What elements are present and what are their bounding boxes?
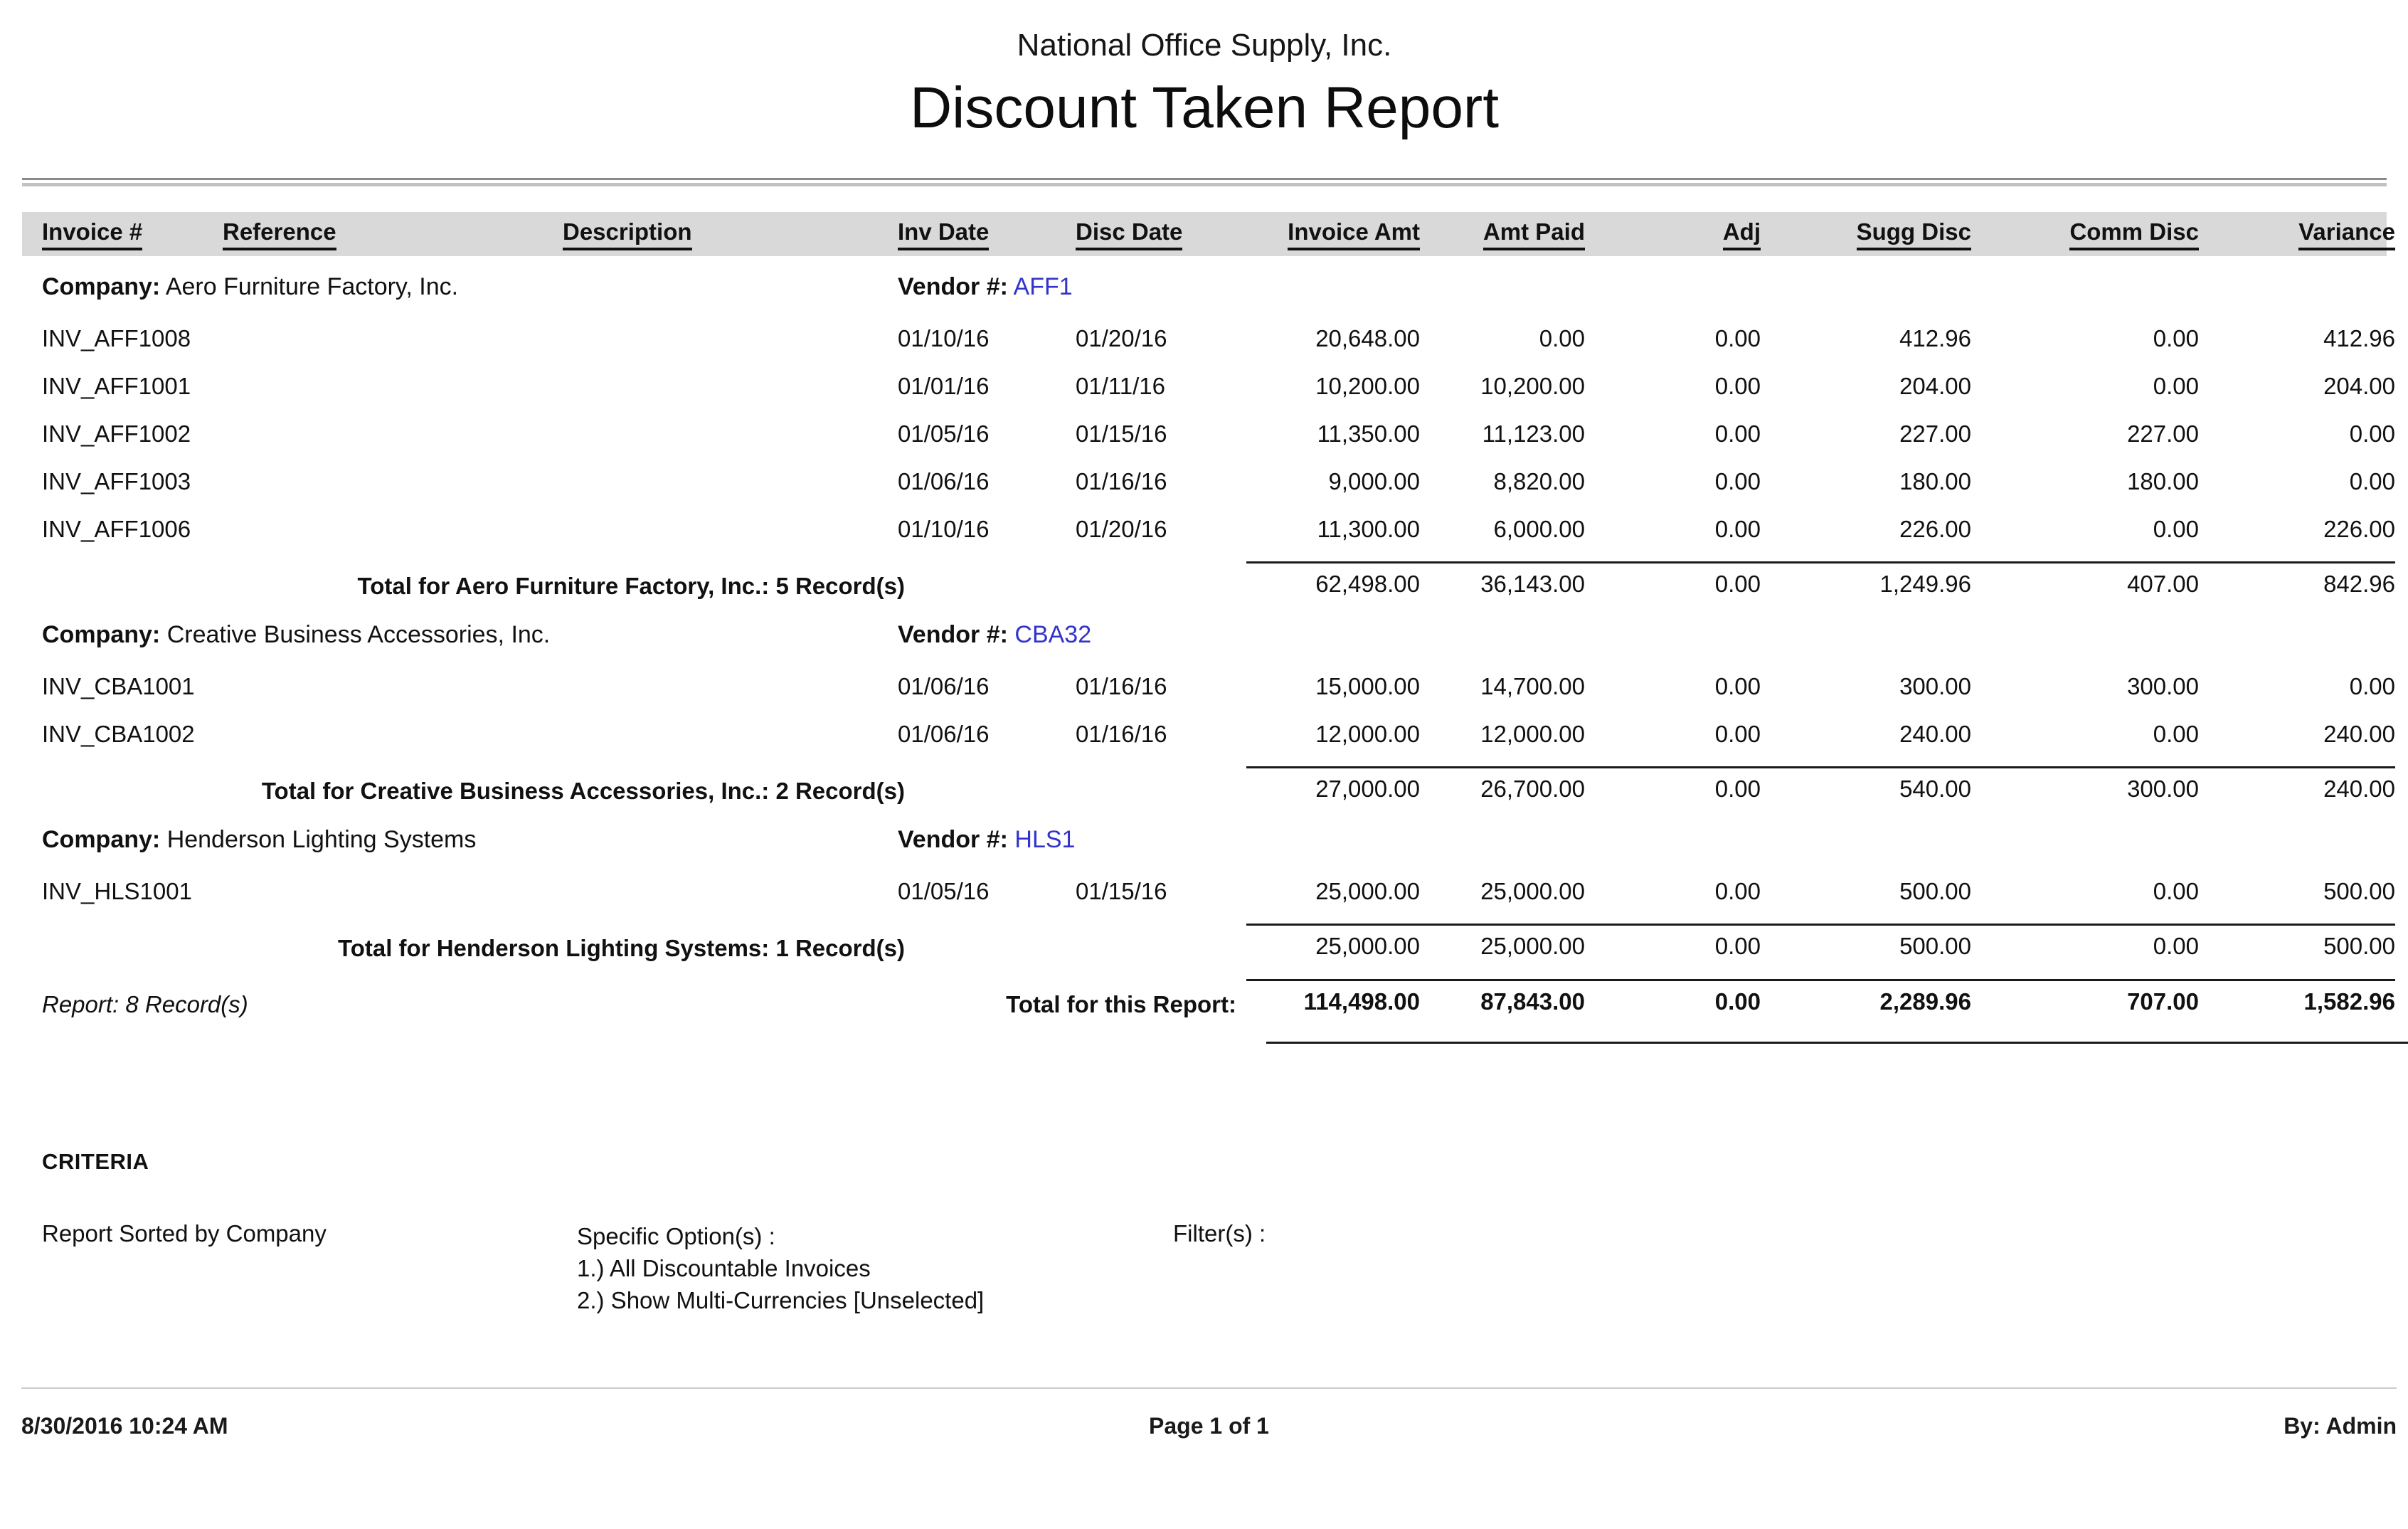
- variance-cell: 204.00: [2323, 372, 2395, 399]
- group-total-label: Total for Creative Business Accessories, Inc.: 2 Record(s): [261, 778, 905, 804]
- comm-disc-cell: 300.00: [2127, 672, 2199, 699]
- discount-taken-report: [22, 0, 2395, 1316]
- company-value: Henderson Lighting Systems: [166, 825, 477, 853]
- vendor-label: Vendor #:: [898, 620, 1008, 648]
- criteria-options: [577, 1220, 1173, 1316]
- invoice-amt-cell: 25,000.00: [1315, 877, 1420, 904]
- amt-paid-cell: 8,820.00: [1493, 467, 1585, 494]
- criteria-sort: Report Sorted by Company: [42, 1220, 327, 1247]
- vendor-link[interactable]: AFF1: [1013, 273, 1073, 300]
- total-comm-disc: 0.00: [1971, 924, 2199, 966]
- invoice-amt-cell: 20,648.00: [1315, 324, 1420, 351]
- invoice-number: INV_AFF1008: [42, 324, 191, 351]
- footer-page-number: Page 1 of 1: [1149, 1413, 1269, 1439]
- group-total-row: [22, 924, 2395, 966]
- table-row[interactable]: [22, 457, 2395, 505]
- invoice-rows-group-1: [22, 314, 2395, 553]
- vendor-number: [898, 621, 2395, 649]
- company-title: National Office Supply, Inc.: [1017, 28, 1392, 63]
- adj-cell: 0.00: [1714, 515, 1761, 542]
- comm-disc-cell: 0.00: [2153, 515, 2199, 542]
- vendor-label: Vendor #:: [898, 825, 1008, 853]
- column-header-sugg-disc[interactable]: Sugg Disc: [1761, 218, 1971, 250]
- variance-cell: 500.00: [2323, 877, 2395, 904]
- sugg-disc-cell: 500.00: [1899, 877, 1971, 904]
- disc-date-cell: 01/20/16: [1076, 515, 1167, 542]
- table-row[interactable]: [22, 410, 2395, 457]
- variance-cell: 412.96: [2323, 324, 2395, 351]
- group-total-label: Total for Henderson Lighting Systems: 1 Record(s): [338, 935, 905, 961]
- variance-cell: 0.00: [2349, 672, 2395, 699]
- comm-disc-cell: 227.00: [2127, 420, 2199, 447]
- vendor-number: [898, 273, 2395, 301]
- total-amt-paid: 36,143.00: [1420, 561, 1585, 604]
- title-divider: [22, 178, 2387, 186]
- invoice-rows-group-3: [22, 867, 2395, 915]
- company-name: [42, 273, 898, 301]
- company-label: Company:: [42, 620, 161, 648]
- column-header-inv-date[interactable]: Inv Date: [898, 218, 1076, 250]
- criteria-heading: CRITERIA: [42, 1149, 149, 1174]
- total-variance: 240.00: [2199, 766, 2395, 809]
- inv-date-cell: 01/06/16: [898, 720, 990, 747]
- invoice-number: INV_AFF1001: [42, 372, 191, 399]
- company-group-header: [22, 266, 2387, 307]
- invoice-number: INV_AFF1003: [42, 467, 191, 494]
- total-comm-disc: 300.00: [1971, 766, 2199, 809]
- report-total-sugg-disc: 2,289.96: [1761, 979, 1971, 1023]
- amt-paid-cell: 25,000.00: [1480, 877, 1585, 904]
- invoice-number: INV_CBA1001: [42, 672, 195, 699]
- invoice-number: INV_AFF1002: [42, 420, 191, 447]
- vendor-link[interactable]: CBA32: [1014, 620, 1092, 648]
- invoice-number: INV_CBA1002: [42, 720, 195, 747]
- inv-date-cell: 01/06/16: [898, 672, 990, 699]
- column-header-adj[interactable]: Adj: [1585, 218, 1761, 250]
- variance-cell: 226.00: [2323, 515, 2395, 542]
- column-header-description[interactable]: Description: [563, 218, 898, 250]
- options-label: Specific Option(s) :: [577, 1223, 775, 1249]
- adj-cell: 0.00: [1714, 420, 1761, 447]
- column-header-disc-date[interactable]: Disc Date: [1076, 218, 1246, 250]
- disc-date-cell: 01/16/16: [1076, 720, 1167, 747]
- criteria-details: [42, 1220, 2387, 1316]
- sugg-disc-cell: 300.00: [1899, 672, 1971, 699]
- column-header-reference[interactable]: Reference: [223, 218, 563, 250]
- company-group-header: [22, 819, 2387, 860]
- column-header-invoice-amt[interactable]: Invoice Amt: [1246, 218, 1420, 250]
- vendor-number: [898, 826, 2395, 854]
- page-footer: [21, 1387, 2397, 1439]
- group-total-row: [22, 766, 2395, 809]
- company-name: [42, 826, 898, 854]
- column-header-variance[interactable]: Variance: [2199, 218, 2395, 250]
- report-record-count: Report: 8 Record(s): [42, 991, 248, 1017]
- inv-date-cell: 01/06/16: [898, 467, 990, 494]
- total-adj: 0.00: [1585, 924, 1761, 966]
- column-header-amt-paid[interactable]: Amt Paid: [1420, 218, 1585, 250]
- total-invoice-amt: 27,000.00: [1246, 766, 1420, 809]
- comm-disc-cell: 0.00: [2153, 372, 2199, 399]
- total-variance: 500.00: [2199, 924, 2395, 966]
- disc-date-cell: 01/15/16: [1076, 877, 1167, 904]
- invoice-amt-cell: 10,200.00: [1315, 372, 1420, 399]
- sugg-disc-cell: 240.00: [1899, 720, 1971, 747]
- inv-date-cell: 01/10/16: [898, 324, 990, 351]
- total-sugg-disc: 500.00: [1761, 924, 1971, 966]
- company-name: [42, 621, 898, 649]
- adj-cell: 0.00: [1714, 467, 1761, 494]
- inv-date-cell: 01/01/16: [898, 372, 990, 399]
- report-total-comm-disc: 707.00: [1971, 979, 2199, 1023]
- invoice-rows-group-2: [22, 662, 2395, 758]
- table-row[interactable]: [22, 710, 2395, 758]
- adj-cell: 0.00: [1714, 324, 1761, 351]
- total-variance: 842.96: [2199, 561, 2395, 604]
- option-item: 1.) All Discountable Invoices: [577, 1255, 871, 1281]
- total-invoice-amt: 25,000.00: [1246, 924, 1420, 966]
- amt-paid-cell: 10,200.00: [1480, 372, 1585, 399]
- invoice-amt-cell: 11,300.00: [1317, 515, 1420, 542]
- sugg-disc-cell: 180.00: [1899, 467, 1971, 494]
- report-title: Discount Taken Report: [909, 75, 1500, 140]
- company-group-header: [22, 614, 2387, 655]
- invoice-number: INV_AFF1006: [42, 515, 191, 542]
- sugg-disc-cell: 227.00: [1899, 420, 1971, 447]
- filters-label: Filter(s) :: [1173, 1220, 1266, 1247]
- footer-datetime: 8/30/2016 10:24 AM: [21, 1413, 228, 1439]
- sugg-disc-cell: 412.96: [1899, 324, 1971, 351]
- table-row[interactable]: [22, 314, 2395, 362]
- option-item: 2.) Show Multi-Currencies [Unselected]: [577, 1287, 985, 1313]
- comm-disc-cell: 0.00: [2153, 720, 2199, 747]
- disc-date-cell: 01/16/16: [1076, 672, 1167, 699]
- report-total-variance: 1,582.96: [2199, 979, 2395, 1023]
- table-row[interactable]: [22, 662, 2395, 710]
- table-row[interactable]: [22, 505, 2395, 553]
- sugg-disc-cell: 226.00: [1899, 515, 1971, 542]
- invoice-amt-cell: 11,350.00: [1317, 420, 1420, 447]
- disc-date-cell: 01/11/16: [1076, 372, 1166, 399]
- adj-cell: 0.00: [1714, 372, 1761, 399]
- report-header: [22, 0, 2387, 147]
- total-invoice-amt: 62,498.00: [1246, 561, 1420, 604]
- amt-paid-cell: 12,000.00: [1480, 720, 1585, 747]
- amt-paid-cell: 0.00: [1539, 324, 1585, 351]
- comm-disc-cell: 0.00: [2153, 877, 2199, 904]
- company-label: Company:: [42, 825, 161, 853]
- total-comm-disc: 407.00: [1971, 561, 2199, 604]
- report-total-invoice-amt: 114,498.00: [1246, 979, 1420, 1023]
- adj-cell: 0.00: [1714, 877, 1761, 904]
- total-amt-paid: 25,000.00: [1420, 924, 1585, 966]
- inv-date-cell: 01/05/16: [898, 877, 990, 904]
- amt-paid-cell: 6,000.00: [1493, 515, 1585, 542]
- variance-cell: 0.00: [2349, 420, 2395, 447]
- invoice-amt-cell: 9,000.00: [1328, 467, 1420, 494]
- criteria-section: [22, 1149, 2387, 1316]
- disc-date-cell: 01/20/16: [1076, 324, 1167, 351]
- vendor-label: Vendor #:: [898, 273, 1008, 300]
- sugg-disc-cell: 204.00: [1899, 372, 1971, 399]
- amt-paid-cell: 11,123.00: [1482, 420, 1585, 447]
- disc-date-cell: 01/16/16: [1076, 467, 1167, 494]
- company-value: Creative Business Accessories, Inc.: [166, 620, 551, 648]
- report-total-label: Total for this Report:: [1006, 991, 1236, 1017]
- inv-date-cell: 01/10/16: [898, 515, 990, 542]
- total-adj: 0.00: [1585, 561, 1761, 604]
- adj-cell: 0.00: [1714, 672, 1761, 699]
- column-header-invoice[interactable]: Invoice #: [42, 218, 223, 250]
- table-header-row: [22, 212, 2395, 256]
- comm-disc-cell: 0.00: [2153, 324, 2199, 351]
- report-total-amt-paid: 87,843.00: [1420, 979, 1585, 1023]
- invoice-amt-cell: 12,000.00: [1315, 720, 1420, 747]
- adj-cell: 0.00: [1714, 720, 1761, 747]
- invoice-number: INV_HLS1001: [42, 877, 192, 904]
- amt-paid-cell: 14,700.00: [1480, 672, 1585, 699]
- total-sugg-disc: 1,249.96: [1761, 561, 1971, 604]
- disc-date-cell: 01/15/16: [1076, 420, 1167, 447]
- vendor-link[interactable]: HLS1: [1014, 825, 1076, 853]
- company-value: Aero Furniture Factory, Inc.: [165, 273, 459, 300]
- invoice-amt-cell: 15,000.00: [1315, 672, 1420, 699]
- inv-date-cell: 01/05/16: [898, 420, 990, 447]
- variance-cell: 240.00: [2323, 720, 2395, 747]
- total-adj: 0.00: [1585, 766, 1761, 809]
- company-label: Company:: [42, 273, 161, 300]
- total-amt-paid: 26,700.00: [1420, 766, 1585, 809]
- report-total-row: [22, 979, 2395, 1023]
- column-header-comm-disc[interactable]: Comm Disc: [1971, 218, 2199, 250]
- group-total-label: Total for Aero Furniture Factory, Inc.: 5 Record(s): [357, 573, 905, 599]
- table-row[interactable]: [22, 362, 2395, 410]
- total-sugg-disc: 540.00: [1761, 766, 1971, 809]
- table-row[interactable]: [22, 867, 2395, 915]
- footer-user: By: Admin: [2284, 1413, 2397, 1439]
- report-total-adj: 0.00: [1585, 979, 1761, 1023]
- report-total-bottom-rule: [1266, 1042, 2408, 1044]
- comm-disc-cell: 180.00: [2127, 467, 2199, 494]
- group-total-row: [22, 561, 2395, 604]
- variance-cell: 0.00: [2349, 467, 2395, 494]
